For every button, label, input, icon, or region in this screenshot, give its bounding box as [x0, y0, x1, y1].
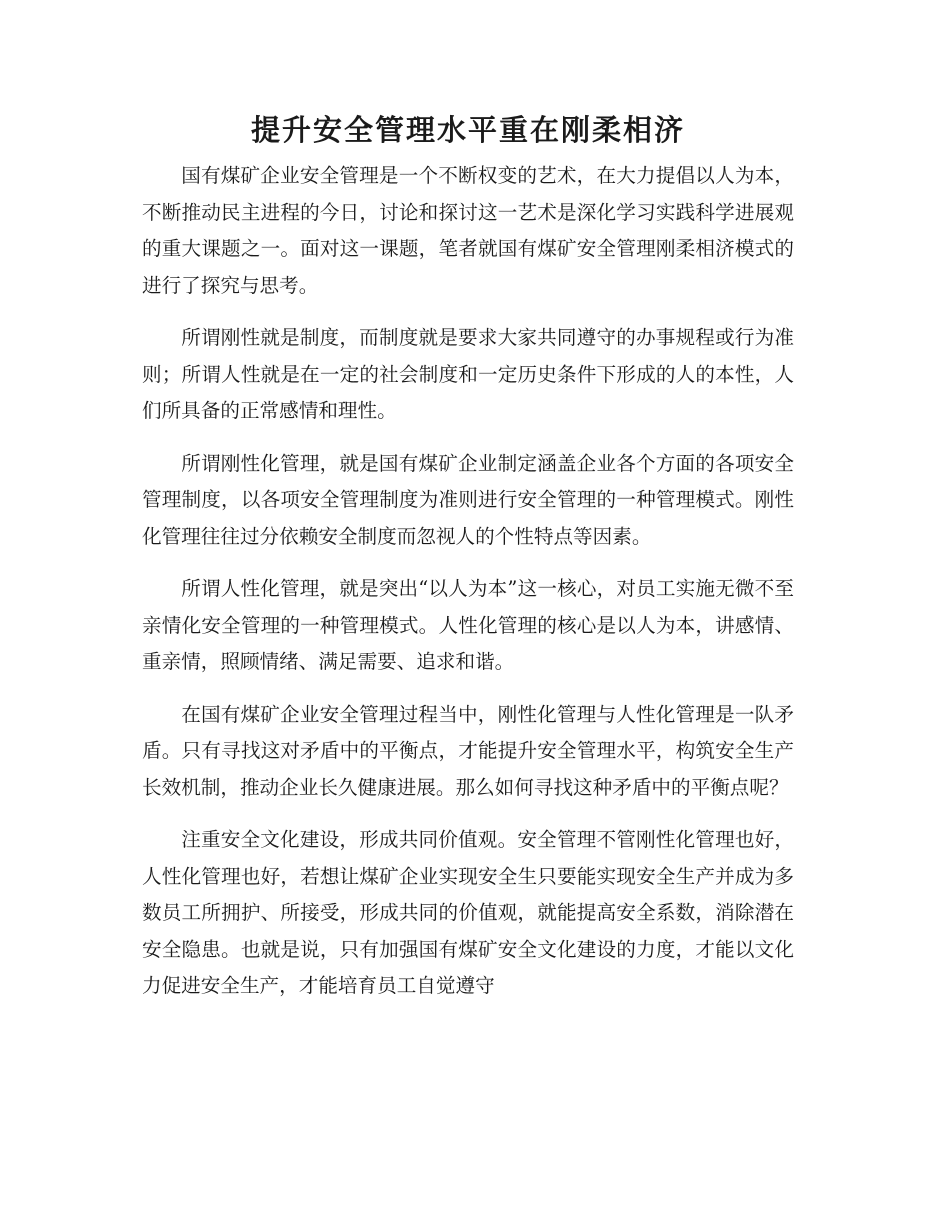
paragraph-balance-point: 在国有煤矿企业安全管理过程当中，刚性化管理与人性化管理是一队矛盾。只有寻找这对矛盾中的平衡点，才能提升安全管理水平，构筑安全生产长效机制，推动企业长久健康进展。那么如何寻找这种矛盾中的平衡点呢？ — [142, 702, 794, 799]
paragraph-intro: 国有煤矿企业安全管理是一个不断权变的艺术，在大力提倡以人为本，不断推动民主进程的今日，讨论和探讨这一艺术是深化学习实践科学进展观的重大课题之一。面对这一课题，笔者就国有煤矿安全管理刚柔相济模式的进行了探究与思考。 — [142, 164, 794, 297]
document-title: 提升安全管理水平重在刚柔相济 — [250, 113, 685, 147]
paragraph-safety-culture: 注重安全文化建设，形成共同价值观。安全管理不管刚性化管理也好，人性化管理也好，若想让煤矿企业实现安全生只要能实现安全生产并成为多数员工所拥护、所接受，形成共同的价值观，就能提高安全系数，消除潜在安全隐患。也就是说，只有加强国有煤矿安全文化建设的力度，才能以文化力促进安全生产，才能培育员工自觉遵守 — [142, 828, 794, 997]
paragraph-humane-management: 所谓人性化管理，就是突出“以人为本”这一核心，对员工实施无微不至亲情化安全管理的一种管理模式。人性化管理的核心是以人为本，讲感情、重亲情，照顾情绪、满足需要、追求和谐。 — [142, 577, 794, 673]
document-page — [142, 108, 794, 1021]
paragraph-definition-rigid-humane: 所谓刚性就是制度，而制度就是要求大家共同遵守的办事规程或行为准则；所谓人性就是在一定的社会制度和一定历史条件下形成的人的本性，人们所具备的正常感情和理性。 — [142, 326, 794, 422]
paragraph-rigid-management: 所谓刚性化管理，就是国有煤矿企业制定涵盖企业各个方面的各项安全管理制度，以各项安全管理制度为准则进行安全管理的一种管理模式。刚性化管理往往过分依赖安全制度而忽视人的个性特点等因素。 — [142, 451, 794, 548]
